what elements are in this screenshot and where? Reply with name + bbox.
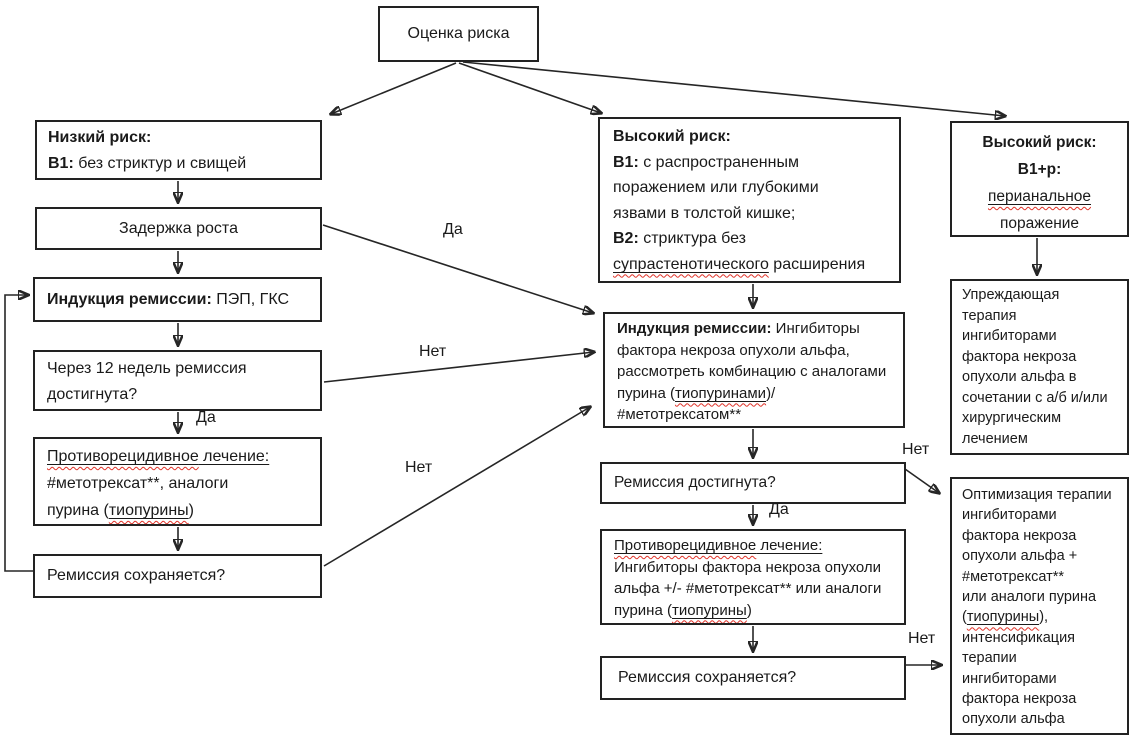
node-remission-achieved-question-text: Ремиссия достигнута?: [614, 474, 776, 491]
node-growth-delay: [35, 207, 322, 250]
edge-label-no-maintained-left: Нет: [405, 459, 433, 476]
node-induction-remission-left-text: Индукция ремиссии: ПЭП, ГКС: [47, 290, 290, 308]
node-high-risk-perianal: Высокий риск: B1+p: перианальное поражение: [950, 121, 1129, 237]
edge-label-no-week12: Нет: [419, 343, 447, 360]
arrow-risk-to-high: [459, 63, 601, 113]
node-low-risk: Низкий риск: B1: без стриктур и свищей: [35, 120, 322, 180]
edge-label-yes-achieved: Да: [769, 501, 789, 518]
arrow-risk-to-perianal: [463, 62, 1005, 116]
arrow-achieved-no: [905, 469, 939, 493]
node-induction-remission-left: [33, 277, 322, 322]
node-remission-achieved-question: [600, 462, 906, 504]
edge-label-no-maintained-center: Нет: [908, 630, 936, 647]
node-risk-assessment-text: Оценка риска: [407, 25, 510, 42]
node-relapse-prevention-center: Противорецидивное лечение: Ингибиторы фактора некроза опухоли альфа +/- #метотрексат** или аналоги пурина (тиопурины): [600, 529, 906, 625]
node-growth-delay-text: Задержка роста: [119, 219, 238, 237]
node-high-risk: Высокий риск: B1: с распространенным поражением или глубокими язвами в толстой кишке; B2: стриктура без супрастенотического расширения: [598, 117, 901, 283]
node-induction-remission-center: Индукция ремиссии: Ингибиторы фактора некроза опухоли альфа, рассмотреть комбинацию с аналогами пурина (тиопуринами)/ #метотрексатом**: [603, 312, 905, 428]
node-risk-assessment: [378, 6, 539, 62]
arrow-risk-to-low: [331, 63, 456, 114]
node-therapy-optimization: Оптимизация терапии ингибиторами фактора некроза опухоли альфа + #метотрексат** или аналоги пурина (тиопурины), интенсификация терапии ингибиторами фактора некроза опухоли альфа: [950, 477, 1129, 735]
node-relapse-prevention-left: Противорецидивное лечение: #метотрексат**, аналоги пурина (тиопурины): [33, 437, 322, 526]
node-remission-maintained-center-text: Ремиссия сохраняется?: [618, 669, 797, 686]
node-preemptive-therapy: Упреждающая терапия ингибиторами фактора некроза опухоли альфа в сочетании с а/б и/или хирургическим лечением: [950, 279, 1129, 455]
node-remission-maintained-left: [33, 554, 322, 598]
edge-label-no-achieved: Нет: [902, 441, 930, 458]
arrow-week12-no-to-center: [324, 352, 594, 382]
edge-label-yes-week12: Да: [196, 409, 216, 426]
node-remission-maintained-left-text: Ремиссия сохраняется?: [47, 567, 226, 584]
arrow-maintained-left-loop: [5, 295, 33, 571]
edge-label-yes-growth: Да: [443, 221, 463, 238]
arrow-maintained-left-no-to-center: [324, 407, 590, 566]
node-week12-remission-question: Через 12 недель ремиссия достигнута?: [33, 350, 322, 411]
node-remission-maintained-center: [600, 656, 906, 700]
